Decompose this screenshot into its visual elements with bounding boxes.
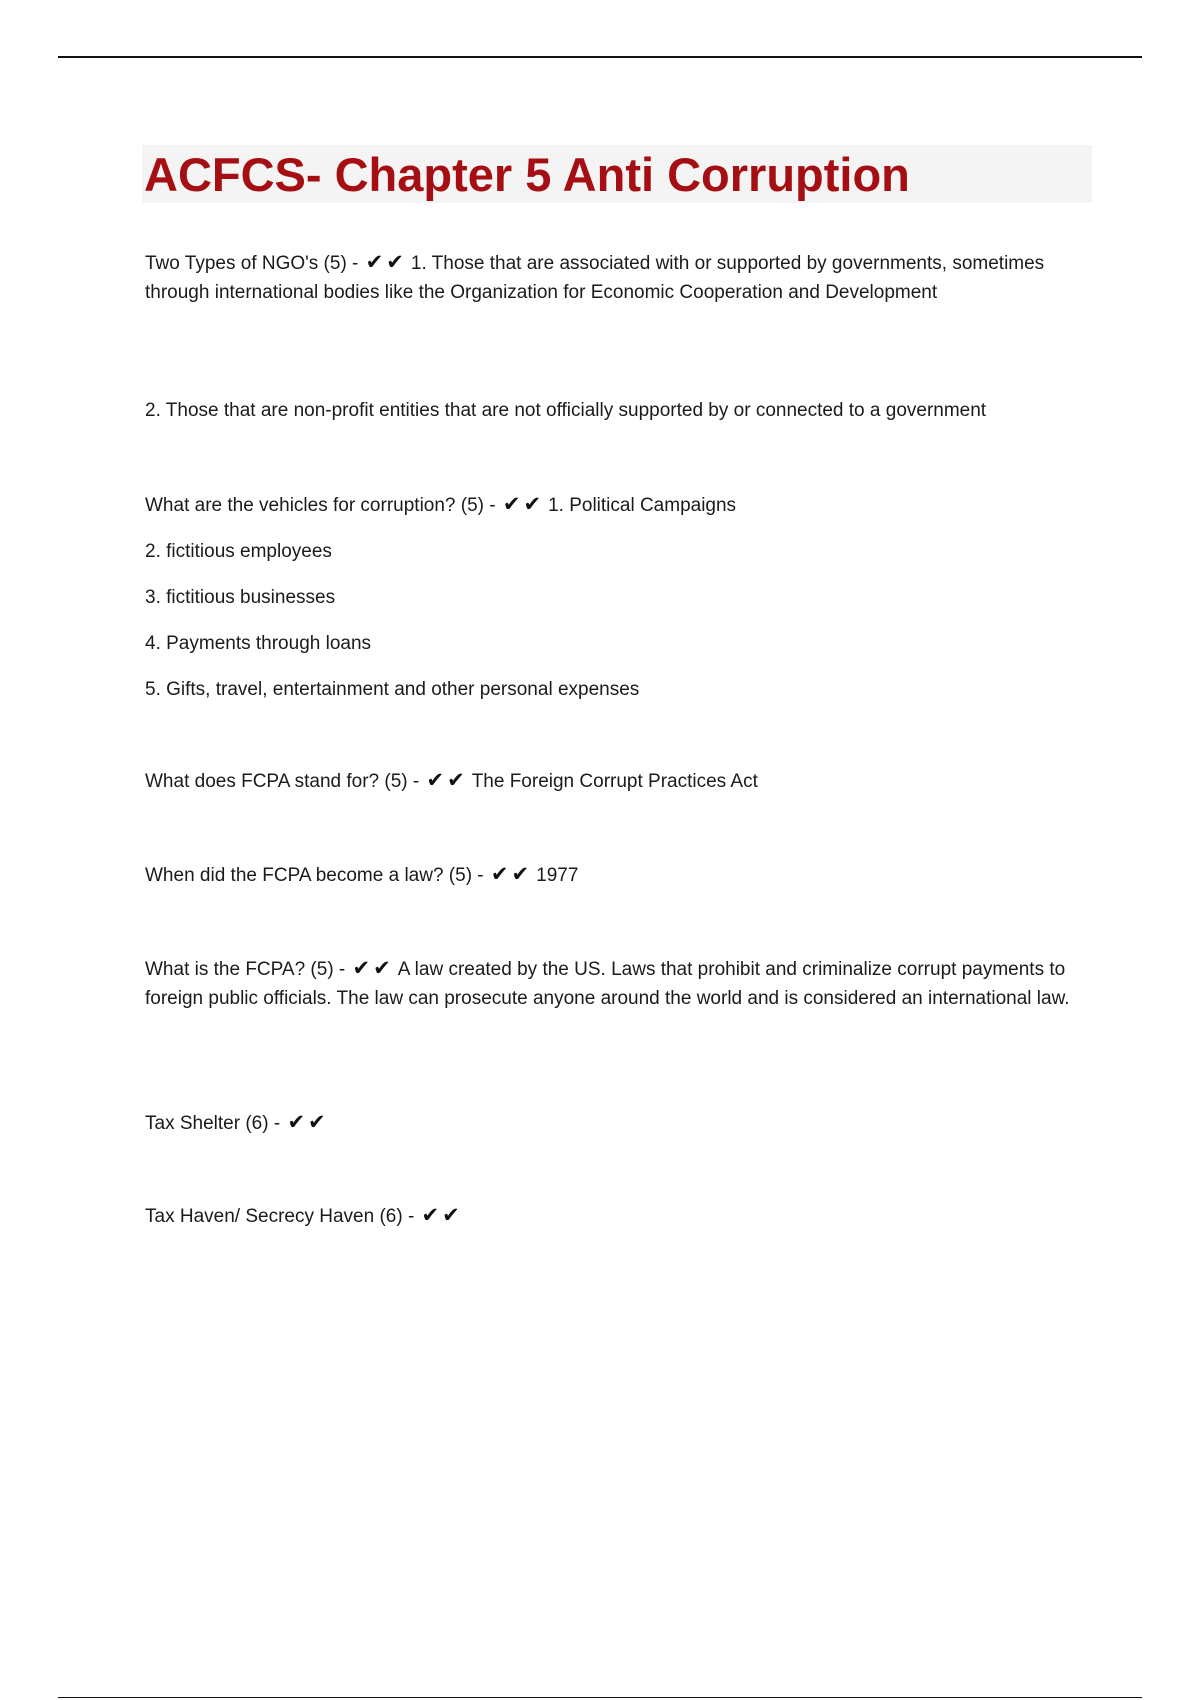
card-question: Two Types of NGO's (5) -: [145, 253, 359, 274]
card-answer-extra: 2. Those that are non-profit entities that are not officially supported by or connected to a government: [145, 400, 987, 421]
card-text: [145, 766, 1085, 796]
flashcard-ngo-types: [145, 248, 1085, 307]
flashcard-corruption-vehicles: [145, 490, 1085, 520]
card-answer: A law created by the US. Laws that prohibit and criminalize corrupt payments to foreign public officials. The law can prosecute anyone around the world and is considered an international law.: [145, 959, 1070, 1009]
check-mark-icon: ✔✔: [352, 957, 394, 980]
check-mark-icon: ✔✔: [426, 769, 468, 792]
header-rule: [58, 56, 1142, 58]
flashcard-tax-haven: [145, 1201, 1085, 1231]
footer-rule: [58, 1697, 1142, 1698]
card-answer: 1. Those that are associated with or supported by governments, sometimes through international bodies like the Organization for Economic Cooperation and Development: [145, 253, 1045, 303]
card-question: Tax Shelter (6) -: [145, 1113, 281, 1134]
card-question: When did the FCPA become a law? (5) -: [145, 865, 484, 886]
flashcard-tax-shelter: [145, 1108, 1085, 1138]
check-mark-icon: ✔✔: [421, 1204, 463, 1227]
card-answer: 1. Political Campaigns: [548, 495, 737, 516]
document-title: ACFCS- Chapter 5 Anti Corruption: [144, 148, 910, 201]
corruption-vehicles-list: [145, 537, 1085, 721]
card-question: What is the FCPA? (5) -: [145, 959, 346, 980]
card-answer: 1977: [536, 865, 579, 886]
flashcard-fcpa-definition: [145, 954, 1085, 1013]
check-mark-icon: ✔✔: [287, 1111, 329, 1134]
card-text: [145, 1201, 1085, 1231]
card-question: Tax Haven/ Secrecy Haven (6) -: [145, 1206, 415, 1227]
card-text: [145, 248, 1085, 307]
card-text: [145, 490, 1085, 520]
card-text: [145, 954, 1085, 1013]
flashcard-fcpa-meaning: [145, 766, 1085, 796]
check-mark-icon: ✔✔: [502, 493, 545, 516]
card-answer: The Foreign Corrupt Practices Act: [471, 771, 758, 792]
card-question: What does FCPA stand for? (5) -: [145, 771, 420, 792]
check-mark-icon: ✔✔: [365, 251, 407, 274]
list-item: 2. fictitious employees: [145, 541, 332, 562]
check-mark-icon: ✔✔: [490, 863, 533, 886]
flashcard-ngo-types-extra: [145, 396, 1085, 425]
card-text: [145, 1108, 1085, 1138]
list-item: 3. fictitious businesses: [145, 587, 336, 608]
list-item: 4. Payments through loans: [145, 633, 372, 654]
flashcard-fcpa-year: [145, 860, 1085, 890]
list-item: 5. Gifts, travel, entertainment and other personal expenses: [145, 679, 640, 700]
card-question: What are the vehicles for corruption? (5) -: [145, 495, 496, 516]
card-text: [145, 860, 1085, 890]
